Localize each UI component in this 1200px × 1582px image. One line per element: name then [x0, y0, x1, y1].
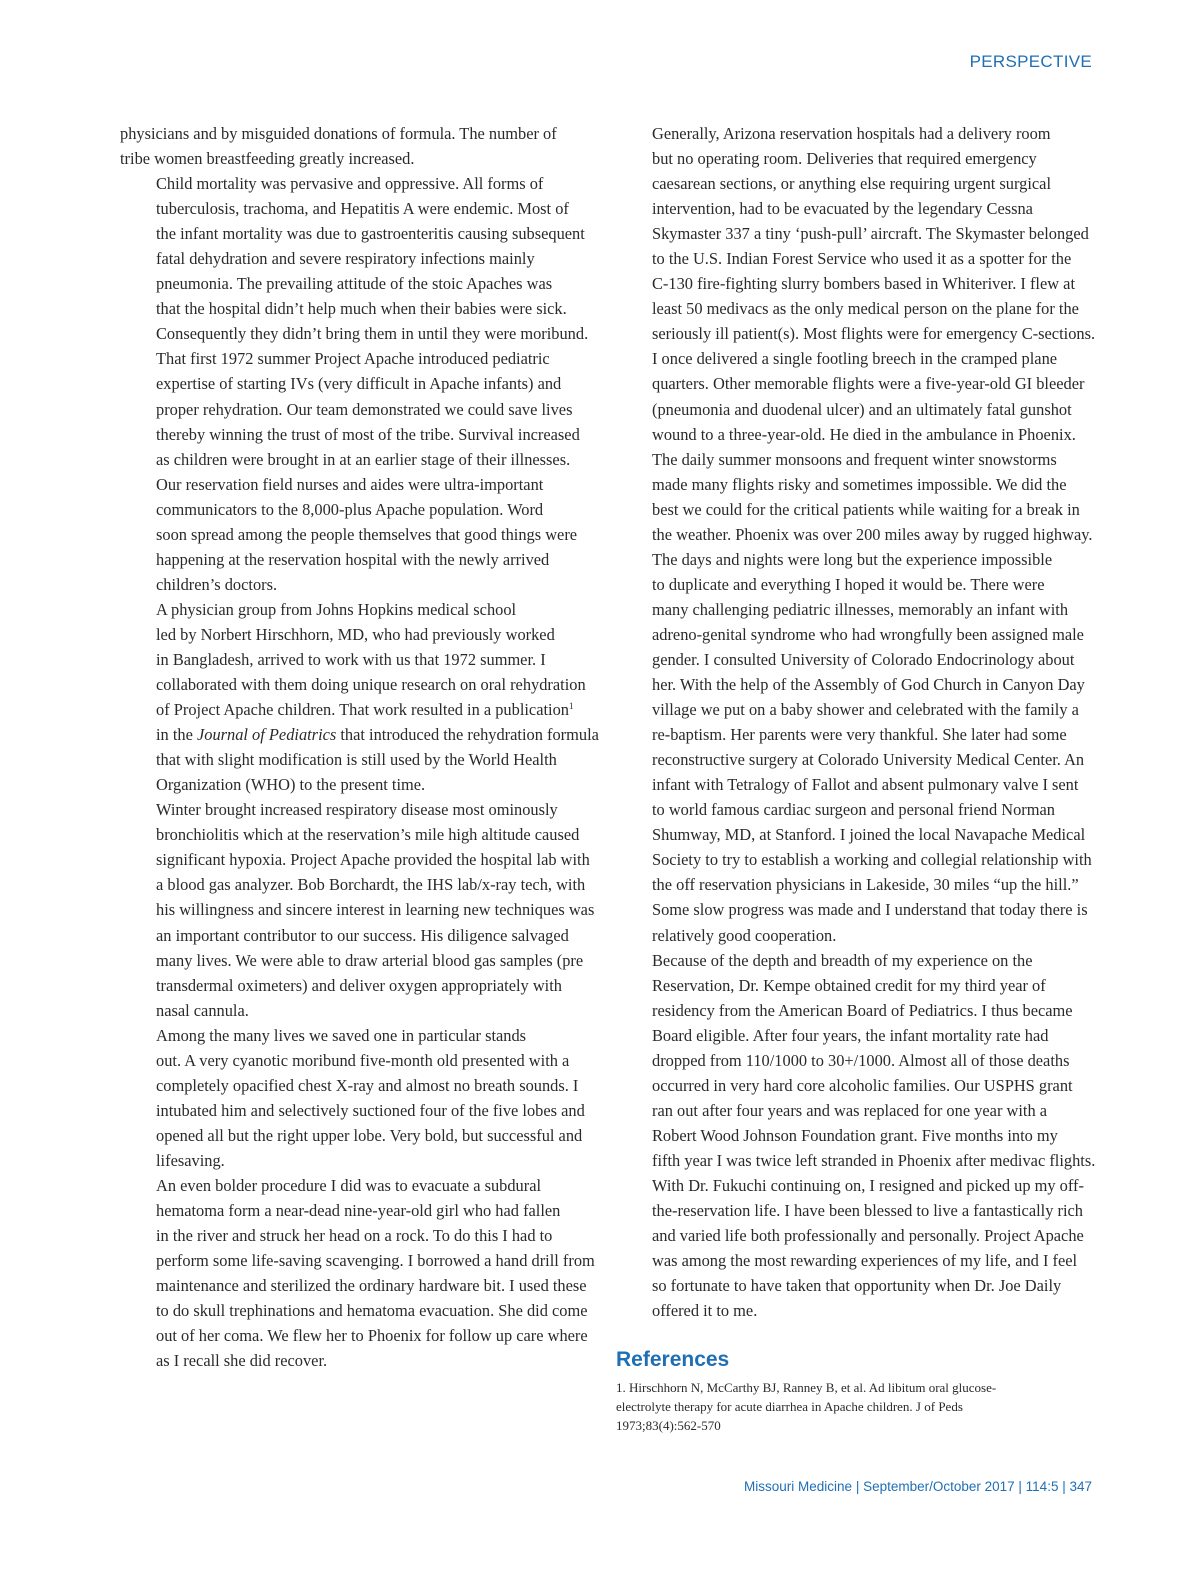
text-line: Shumway, MD, at Stanford. I joined the local Navapache Medical: [652, 825, 1086, 845]
reference-item: [616, 1379, 1090, 1435]
text-line: a blood gas analyzer. Bob Borchardt, the IHS lab/x-ray tech, with: [156, 875, 586, 895]
text-line: significant hypoxia. Project Apache provided the hospital lab with: [156, 850, 590, 870]
text-line: Our reservation field nurses and aides were ultra-important: [156, 474, 544, 494]
text-line: of Project Apache children. That work resulted in a publication$^1$: [156, 700, 574, 720]
text-line: in the Journal of Pediatrics that introduced the rehydration formula: [156, 725, 599, 745]
journal-title: Journal of Pediatrics: [196, 725, 337, 745]
text-line: occurred in very hard core alcoholic families. Our USPHS grant: [652, 1075, 1073, 1095]
left-column: [120, 121, 599, 1373]
paragraph: [120, 1023, 594, 1173]
text-line: (pneumonia and duodenal ulcer) and an ultimately fatal gunshot: [652, 399, 1072, 419]
text-line: that the hospital didn’t help much when their babies were sick.: [156, 299, 567, 319]
text-line: The days and nights were long but the experience impossible: [652, 549, 1053, 569]
text-line: 1. Hirschhorn N, McCarthy BJ, Ranney B, et al. Ad libitum oral glucose-: [616, 1380, 997, 1396]
text-line: quarters. Other memorable flights were a five-year-old GI bleeder: [652, 374, 1085, 394]
text-line: intubated him and selectively suctioned four of the five lobes and: [156, 1100, 585, 1120]
paragraph: [120, 121, 594, 171]
text-line: Generally, Arizona reservation hospitals had a delivery room: [652, 124, 1051, 143]
text-line: an important contributor to our success. His diligence salvaged: [156, 925, 569, 945]
text-line: best we could for the critical patients while waiting for a break in: [652, 499, 1080, 519]
text-line: expertise of starting IVs (very difficult in Apache infants) and: [156, 374, 562, 394]
text-line: intervention, had to be evacuated by the legendary Cessna: [652, 199, 1033, 219]
citation-superscript[interactable]: 1: [568, 701, 574, 712]
text-line: in Bangladesh, arrived to work with us that 1972 summer. I: [156, 649, 546, 669]
references-heading: References: [616, 1348, 730, 1372]
text-line: An even bolder procedure I did was to evacuate a subdural: [156, 1175, 542, 1195]
text-line: in the river and struck her head on a rock. To do this I had to: [156, 1226, 553, 1246]
text-line: relatively good cooperation.: [652, 925, 837, 945]
text-line: With Dr. Fukuchi continuing on, I resigned and picked up my off-: [652, 1175, 1084, 1195]
text-line: the-reservation life. I have been blessed to live a fantastically rich: [652, 1201, 1083, 1221]
text-line: and varied life both professionally and personally. Project Apache: [652, 1226, 1084, 1246]
text-line: was among the most rewarding experiences of my life, and I feel: [652, 1251, 1078, 1271]
text-line: ran out after four years and was replaced for one year with a: [652, 1100, 1048, 1120]
text-line: Society to try to establish a working and collegial relationship with: [652, 850, 1092, 870]
text-line: offered it to me.: [652, 1301, 758, 1321]
text-line: collaborated with them doing unique research on oral rehydration: [156, 675, 586, 695]
text-line: caesarean sections, or anything else requiring urgent surgical: [652, 174, 1052, 194]
text-line: thereby winning the trust of most of the tribe. Survival increased: [156, 424, 580, 444]
text-line: proper rehydration. Our team demonstrated we could save lives: [156, 399, 573, 419]
text-line: tribe women breastfeeding greatly increased.: [120, 149, 415, 169]
paragraph: [616, 121, 1096, 547]
text-line: 1973;83(4):562-570: [616, 1417, 721, 1433]
text-line: to the U.S. Indian Forest Service who used it as a spotter for the: [652, 249, 1072, 269]
text-line: perform some life-saving scavenging. I borrowed a hand drill from: [156, 1251, 595, 1271]
text-line: transdermal oximeters) and deliver oxygen appropriately with: [156, 975, 562, 995]
text-line: residency from the American Board of Pediatrics. I thus became: [652, 1000, 1073, 1020]
text-line: nasal cannula.: [156, 1000, 249, 1020]
text-line: so fortunate to have taken that opportunity when Dr. Joe Daily: [652, 1276, 1062, 1296]
text-line: to world famous cardiac surgeon and personal friend Norman: [652, 800, 1055, 820]
paragraph-publication: [120, 597, 599, 797]
text-line: out of her coma. We flew her to Phoenix for follow up care where: [156, 1326, 588, 1346]
text-line: Board eligible. After four years, the infant mortality rate had: [652, 1025, 1049, 1045]
text-line: happening at the reservation hospital with the newly arrived: [156, 549, 550, 569]
text-line: dropped from 110/1000 to 30+/1000. Almost all of those deaths: [652, 1050, 1070, 1070]
text-line: children’s doctors.: [156, 574, 278, 594]
text-line: as children were brought in at an earlier stage of their illnesses.: [156, 449, 571, 469]
text-line: the infant mortality was due to gastroenteritis causing subsequent: [156, 224, 585, 244]
text-line: Child mortality was pervasive and oppressive. All forms of: [156, 174, 544, 194]
text-line: communicators to the 8,000-plus Apache population. Word: [156, 499, 544, 519]
text-line: Because of the depth and breadth of my experience on the: [652, 950, 1033, 970]
text-line: Some slow progress was made and I understand that today there is: [652, 900, 1088, 920]
text-line: Among the many lives we saved one in particular stands: [156, 1025, 527, 1045]
right-column: [616, 121, 1096, 1436]
text-line: gender. I consulted University of Colorado Endocrinology about: [652, 649, 1075, 669]
text-line: as I recall she did recover.: [156, 1351, 328, 1371]
text-line: opened all but the right upper lobe. Very bold, but successful and: [156, 1125, 583, 1145]
text-line: least 50 medivacs as the only medical person on the plane for the: [652, 299, 1079, 319]
text-line: village we put on a baby shower and celebrated with the family a: [652, 700, 1079, 720]
text-line: I once delivered a single footling breech in the cramped plane: [652, 349, 1058, 369]
page-footer: Missouri Medicine | September/October 2017 | 114:5 | 347: [744, 1479, 1092, 1494]
text-line: physicians and by misguided donations of formula. The number of: [120, 124, 557, 143]
paragraph: [616, 948, 1096, 1324]
paragraph: [616, 547, 1090, 948]
text-line: many challenging pediatric illnesses, memorably an infant with: [652, 599, 1069, 619]
text-line: that with slight modification is still used by the World Health: [156, 750, 557, 770]
text-line: tuberculosis, trachoma, and Hepatitis A were endemic. Most of: [156, 199, 569, 219]
text-line: made many flights risky and sometimes impossible. We did the: [652, 474, 1067, 494]
text-line: Skymaster 337 a tiny ‘push-pull’ aircraft. The Skymaster belonged: [652, 224, 1089, 244]
text-line: out. A very cyanotic moribund five-month old presented with a: [156, 1050, 570, 1070]
text-line: pneumonia. The prevailing attitude of the stoic Apaches was: [156, 274, 553, 294]
text-line: fifth year I was twice left stranded in Phoenix after medivac flights.: [652, 1150, 1096, 1170]
text-line: lifesaving.: [156, 1150, 225, 1170]
text-line: wound to a three-year-old. He died in the ambulance in Phoenix.: [652, 424, 1076, 444]
text-line: Reservation, Dr. Kempe obtained credit for my third year of: [652, 975, 1046, 995]
text-line: led by Norbert Hirschhorn, MD, who had previously worked: [156, 624, 555, 644]
text-line: bronchiolitis which at the reservation’s mile high altitude caused: [156, 825, 580, 845]
text-line: but no operating room. Deliveries that required emergency: [652, 149, 1037, 169]
text-line: reconstructive surgery at Colorado University Medical Center. An: [652, 750, 1085, 770]
paragraph: [120, 1173, 594, 1373]
text-line: to duplicate and everything I hoped it would be. There were: [652, 574, 1045, 594]
text-line: That first 1972 summer Project Apache introduced pediatric: [156, 349, 550, 369]
text-line: Robert Wood Johnson Foundation grant. Five months into my: [652, 1125, 1058, 1145]
section-label: PERSPECTIVE: [969, 52, 1092, 71]
text-line: many lives. We were able to draw arterial blood gas samples (pre: [156, 950, 584, 970]
text-line: Consequently they didn’t bring them in until they were moribund.: [156, 324, 589, 344]
text-line: the weather. Phoenix was over 200 miles away by rugged highway.: [652, 524, 1093, 544]
paragraph: [120, 797, 594, 1022]
text-line: completely opacified chest X-ray and almost no breath sounds. I: [156, 1075, 579, 1095]
text-line: seriously ill patient(s). Most flights were for emergency C-sections.: [652, 324, 1096, 344]
text-line: The daily summer monsoons and frequent winter snowstorms: [652, 449, 1057, 469]
text-line: Winter brought increased respiratory disease most ominously: [156, 800, 558, 820]
text-line: C-130 fire-fighting slurry bombers based in Whiteriver. I flew at: [652, 274, 1076, 294]
text-line: maintenance and sterilized the ordinary hardware bit. I used these: [156, 1276, 587, 1296]
paragraph: [120, 171, 594, 597]
text-line: her. With the help of the Assembly of God Church in Canyon Day: [652, 675, 1085, 695]
text-line: soon spread among the people themselves that good things were: [156, 524, 578, 544]
text-line: Organization (WHO) to the present time.: [156, 775, 426, 795]
text-line: adreno-genital syndrome who had wrongfully been assigned male: [652, 624, 1084, 644]
text-line: his willingness and sincere interest in learning new techniques was: [156, 900, 595, 920]
text-line: fatal dehydration and severe respiratory infections mainly: [156, 249, 535, 269]
text-line: to do skull trephinations and hematoma evacuation. She did come: [156, 1301, 588, 1321]
text-line: electrolyte therapy for acute diarrhea in Apache children. J of Peds: [616, 1399, 963, 1415]
text-line: the off reservation physicians in Lakeside, 30 miles “up the hill.”: [652, 875, 1079, 895]
text-line: A physician group from Johns Hopkins medical school: [156, 599, 517, 619]
text-line: infant with Tetralogy of Fallot and absent pulmonary valve I sent: [652, 775, 1079, 795]
text-line: hematoma form a near-dead nine-year-old girl who had fallen: [156, 1201, 561, 1221]
text-line: re-baptism. Her parents were very thankful. She later had some: [652, 725, 1067, 745]
